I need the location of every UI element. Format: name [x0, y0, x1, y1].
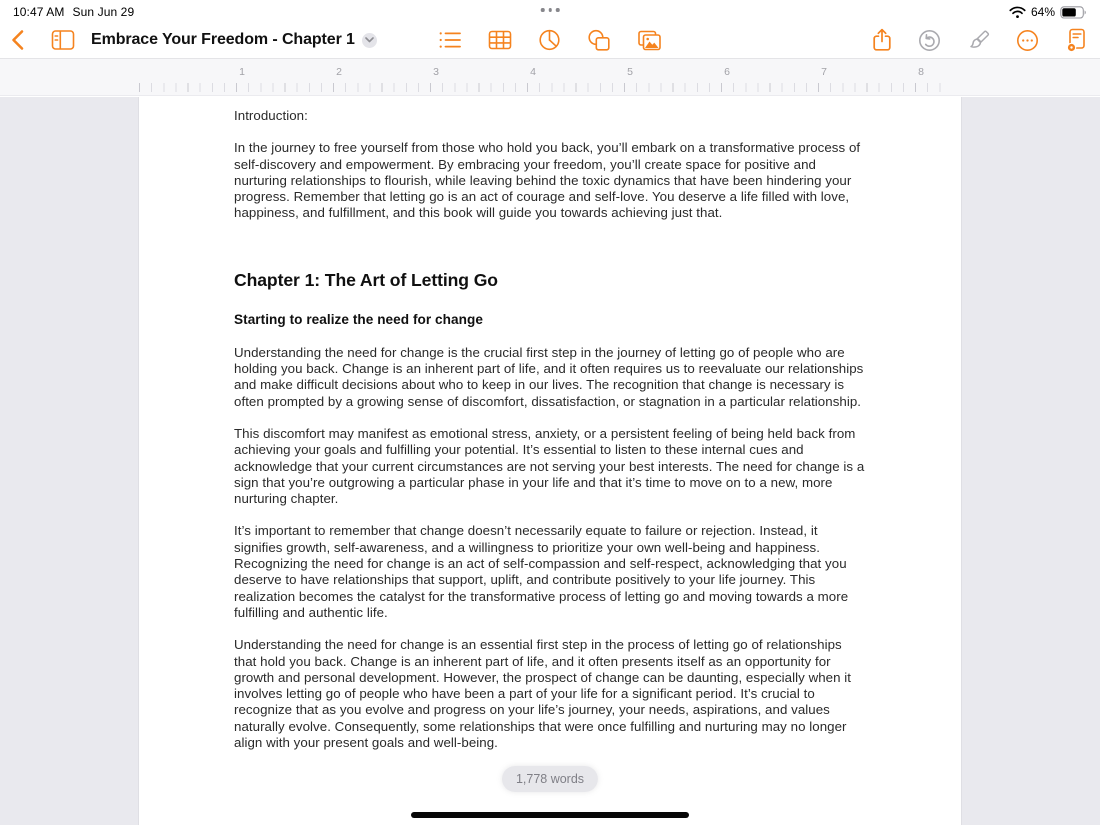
back-button[interactable]: [10, 29, 25, 51]
ruler-number: 7: [821, 66, 827, 78]
battery-percent: 64%: [1030, 5, 1055, 19]
document-title[interactable]: [91, 31, 377, 49]
ruler[interactable]: [0, 59, 1100, 96]
status-time-date: [13, 5, 134, 19]
share-button[interactable]: [872, 28, 892, 52]
document-page[interactable]: [139, 97, 961, 825]
ruler-number: 5: [627, 66, 633, 78]
word-count-badge[interactable]: 1,778 words: [502, 766, 598, 792]
insert-table-button[interactable]: [489, 30, 512, 50]
insert-media-button[interactable]: [638, 30, 662, 51]
insert-shape-button[interactable]: [588, 29, 611, 51]
undo-button[interactable]: [918, 29, 941, 52]
document-body[interactable]: [139, 97, 961, 751]
chapter-heading[interactable]: Chapter 1: The Art of Letting Go: [234, 269, 498, 290]
home-indicator[interactable]: [411, 812, 689, 818]
status-time: 10:47 AM: [13, 5, 65, 19]
multitasking-dots-icon[interactable]: [541, 8, 560, 12]
battery-icon: [1060, 6, 1087, 19]
ruler-number: 3: [433, 66, 439, 78]
body-paragraph[interactable]: Understanding the need for change is the crucial first step in the journey of letting go of people who are holding you back. Change is an inherent part of life, and it often requires us to reevaluate our relationships and make difficult decisions about who to keep in our lives. The recognition that change is necessary is often prompted by a growing sense of discomfort, dissatisfaction, or stagnation in a particular relationship.: [234, 344, 864, 409]
page-thumbnails-button[interactable]: [51, 29, 75, 51]
body-paragraph[interactable]: It’s important to remember that change doesn’t necessarily equate to failure or rejection. Instead, it signifies growth, self-awareness, and a willingness to prioritize your own well-being and happiness. Recognizing the need for change is an act of self-compassion and self-respect, acknowledging that you deserve to have relationships that support, uplift, and contribute positively to your life journey. This realization becomes the catalyst for the transformative process of letting go and moving towards a more fulfilling and authentic life.: [234, 523, 849, 620]
document-canvas[interactable]: [0, 97, 1100, 825]
ruler-number: 4: [530, 66, 536, 78]
body-paragraph[interactable]: Understanding the need for change is an essential first step in the process of letting go of relationships that hold you back. Change is an inherent part of life, and it often presents itself as an opportunity for growth and personal development. However, the prospect of change can be daunting, especially when it involves letting go of people who have been a part of your life for a significant period. It’s crucial to recognize that as you evolve and progress on your life’s journey, your needs, aspirations, and values naturally evolve. Consequently, some relationships that were once fulfilling and nurturing may no longer align with your present goals and well-being.: [234, 637, 852, 751]
ruler-ticks: [139, 83, 949, 92]
ruler-number: 1: [239, 66, 245, 78]
title-menu-chevron-icon[interactable]: [362, 33, 377, 48]
body-paragraph[interactable]: This discomfort may manifest as emotional stress, anxiety, or a persistent feeling of being held back from achieving your goals and fulfilling your potential. It’s essential to listen to these internal cues and acknowledge that your current circumstances are not serving your best interests. The need for change is a sign that you’re outgrowing a particular phase in your life and that it’s time to move on to a new, more nurturing chapter.: [234, 425, 865, 507]
insert-list-button[interactable]: [439, 30, 462, 50]
document-options-button[interactable]: [1065, 28, 1087, 53]
ruler-number: 2: [336, 66, 342, 78]
intro-paragraph[interactable]: In the journey to free yourself from those who hold you back, you’ll embark on a transformative process of self-discovery and empowerment. By embracing your freedom, you’ll create space for positive and nurturing relationships to flourish, while leaving behind the toxic dynamics that have been hindering your progress. Remember that letting go is an act of courage and self-love. You deserve a life filled with love, happiness, and fulfillment, and this book will guide you towards achieving just that.: [234, 140, 861, 221]
section-heading[interactable]: Starting to realize the need for change: [234, 311, 483, 327]
format-brush-button[interactable]: [967, 29, 990, 52]
document-title-text: Embrace Your Freedom - Chapter 1: [91, 31, 355, 48]
intro-label[interactable]: Introduction:: [234, 108, 308, 123]
insert-chart-button[interactable]: [539, 29, 561, 51]
ruler-number: 6: [724, 66, 730, 78]
status-bar: [0, 0, 1100, 22]
ruler-number: 8: [918, 66, 924, 78]
wifi-icon: [1009, 6, 1026, 19]
more-button[interactable]: [1016, 29, 1039, 52]
status-date: Sun Jun 29: [72, 5, 135, 19]
toolbar: [0, 22, 1100, 59]
status-indicators: [1009, 5, 1087, 19]
